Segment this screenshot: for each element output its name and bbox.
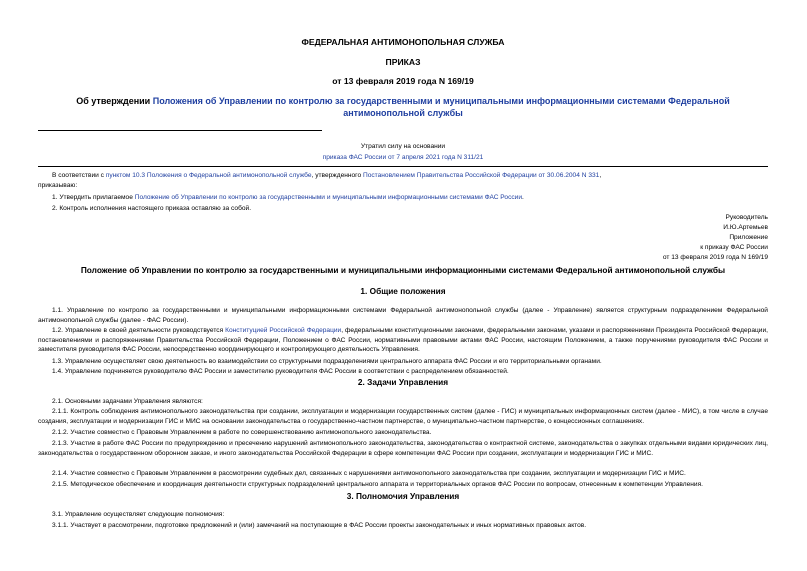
- para-2-1-1: 2.1.1. Контроль соблюдения антимонопольного законодательства при создании, эксплуатации и модернизации государственных систем (далее - ГИС) и муниципальных информационных систем (далее - МИС), в том числе в случае создания, эксплуатации и модернизации ГИС и МИС на основании законодательства о государственно-частном партнерстве, о муниципально-частном партнерстве, о концессионных соглашениях.: [38, 408, 768, 425]
- document-date-number: от 13 февраля 2019 года N 169/19: [332, 76, 474, 86]
- para-1-1: 1.1. Управление по контролю за государственными и муниципальными информационными системами Федеральной антимонопольной службы (далее - Управление) является структурным подразделением Федеральной антимонопольной службы (далее - ФАС России).: [38, 307, 768, 324]
- document-title: [38, 95, 768, 119]
- status-note: [38, 154, 768, 161]
- regulation-link[interactable]: Положение об Управлении по контролю за государственными и муниципальными информационными системами ФАС России: [134, 194, 523, 201]
- para-1-4: 1.4. Управление подчиняется руководителю ФАС России и заместителю руководителя ФАС России в соответствии с распределением обязанностей.: [52, 368, 509, 375]
- header-divider: [38, 130, 322, 131]
- agency-name: ФЕДЕРАЛЬНАЯ АНТИМОНОПОЛЬНАЯ СЛУЖБА: [301, 37, 505, 47]
- status-divider: [38, 166, 768, 167]
- orders-word: приказываю:: [38, 182, 78, 189]
- para-1-2-text-a: 1.2. Управление в своей деятельности руководствуется: [52, 327, 226, 334]
- order-item-2: 2. Контроль исполнения настоящего приказа оставляю за собой.: [52, 205, 252, 212]
- document-type: ПРИКАЗ: [385, 57, 421, 67]
- preamble-text-2: , утвержденного: [311, 172, 363, 179]
- preamble-text-1: В соответствии с: [52, 172, 106, 179]
- section-1-title: 1. Общие положения: [360, 286, 446, 296]
- signer-position: Руководитель: [725, 214, 768, 221]
- title-link[interactable]: Положения об Управлении по контролю за государственными и муниципальными информационными системами Федеральной антимонопольной службы: [152, 96, 730, 118]
- preamble-text: [38, 171, 768, 181]
- status-label: Утратил силу на основании: [360, 143, 446, 150]
- preamble-text-3: ,: [599, 172, 602, 179]
- constitution-link[interactable]: Конституцией Российской Федерации: [225, 327, 342, 334]
- para-3-1-1: 3.1.1. Участвует в рассмотрении, подготовке предложений и (или) замечаний на поступающие в ФАС России проекты законодательных и иных нормативных правовых актов.: [52, 522, 587, 529]
- para-3-1: 3.1. Управление осуществляет следующие полномочия:: [52, 511, 225, 518]
- para-1-2: [38, 326, 768, 355]
- basis-clause-link[interactable]: пунктом 10.3 Положения о Федеральной антимонопольной службе: [105, 172, 312, 179]
- order-item-1-text: 1. Утвердить прилагаемое: [52, 194, 135, 201]
- para-2-1-3: 2.1.3. Участие в работе ФАС России по предупреждению и пресечению нарушений антимонопольного законодательства, законодательства о контрактной системе, законодательства о закупках отдельными видами юридических лиц, законодательства о государственном оборонном заказе, и иного законодательства Российской Федерации в сфере компетенции ФАС России при создании, эксплуатации и модернизации ГИС и МИС.: [38, 440, 768, 457]
- para-1-2-text-b: , федеральными конституционными законами, федеральными законами, указами и распоряжениями Президента Российской Федерации, постановлениями и распоряжениями Правительства Российской Федерации, Положением о ФАС России, нормативными правовыми актами ФАС России, настоящим Положением, а также поручениями руководителя ФАС России и заместителя руководителя ФАС России, непосредственно координирующего и контролирующего деятельность Управления.: [38, 327, 768, 353]
- para-2-1-4: 2.1.4. Участие совместно с Правовым Управлением в рассмотрении судебных дел, связанных с нарушениями антимонопольного законодательства при создании, эксплуатации и модернизации ГИС и МИС.: [52, 470, 686, 477]
- appendix-date: от 13 февраля 2019 года N 169/19: [662, 254, 768, 261]
- order-item-1-end: .: [522, 194, 524, 201]
- signature-block: [663, 213, 768, 263]
- para-2-1-2: 2.1.2. Участие совместно с Правовым Управлением в работе по совершенствованию антимонопольного законодательства.: [52, 429, 432, 436]
- section-2-title: 2. Задачи Управления: [357, 377, 449, 387]
- para-1-3: 1.3. Управление осуществляет свою деятельность во взаимодействии со структурными подразделениями центрального аппарата ФАС России и его территориальными органами.: [52, 358, 602, 365]
- section-3-title: 3. Полномочия Управления: [346, 491, 460, 501]
- title-prefix: Об утверждении: [76, 96, 153, 106]
- para-2-1: 2.1. Основными задачами Управления являются:: [52, 398, 203, 405]
- government-decree-link[interactable]: Постановлением Правительства Российской Федерации от 30.06.2004 N 331: [362, 172, 600, 179]
- order-item-1: [38, 193, 768, 203]
- repeal-order-link[interactable]: приказа ФАС России от 7 апреля 2021 года N 311/21: [322, 154, 484, 161]
- appendix-order: к приказу ФАС России: [700, 244, 768, 251]
- regulation-title: Положение об Управлении по контролю за государственными и муниципальными информационными системами Федеральной антимонопольной службы: [80, 265, 726, 275]
- appendix-label: Приложение: [729, 234, 768, 241]
- para-2-1-5: 2.1.5. Методическое обеспечение и координация деятельности структурных подразделений центрального аппарата и территориальных органов ФАС России по вопросам, отнесенным к компетенции Управления.: [52, 481, 703, 488]
- signer-name: И.Ю.Артемьев: [723, 224, 768, 231]
